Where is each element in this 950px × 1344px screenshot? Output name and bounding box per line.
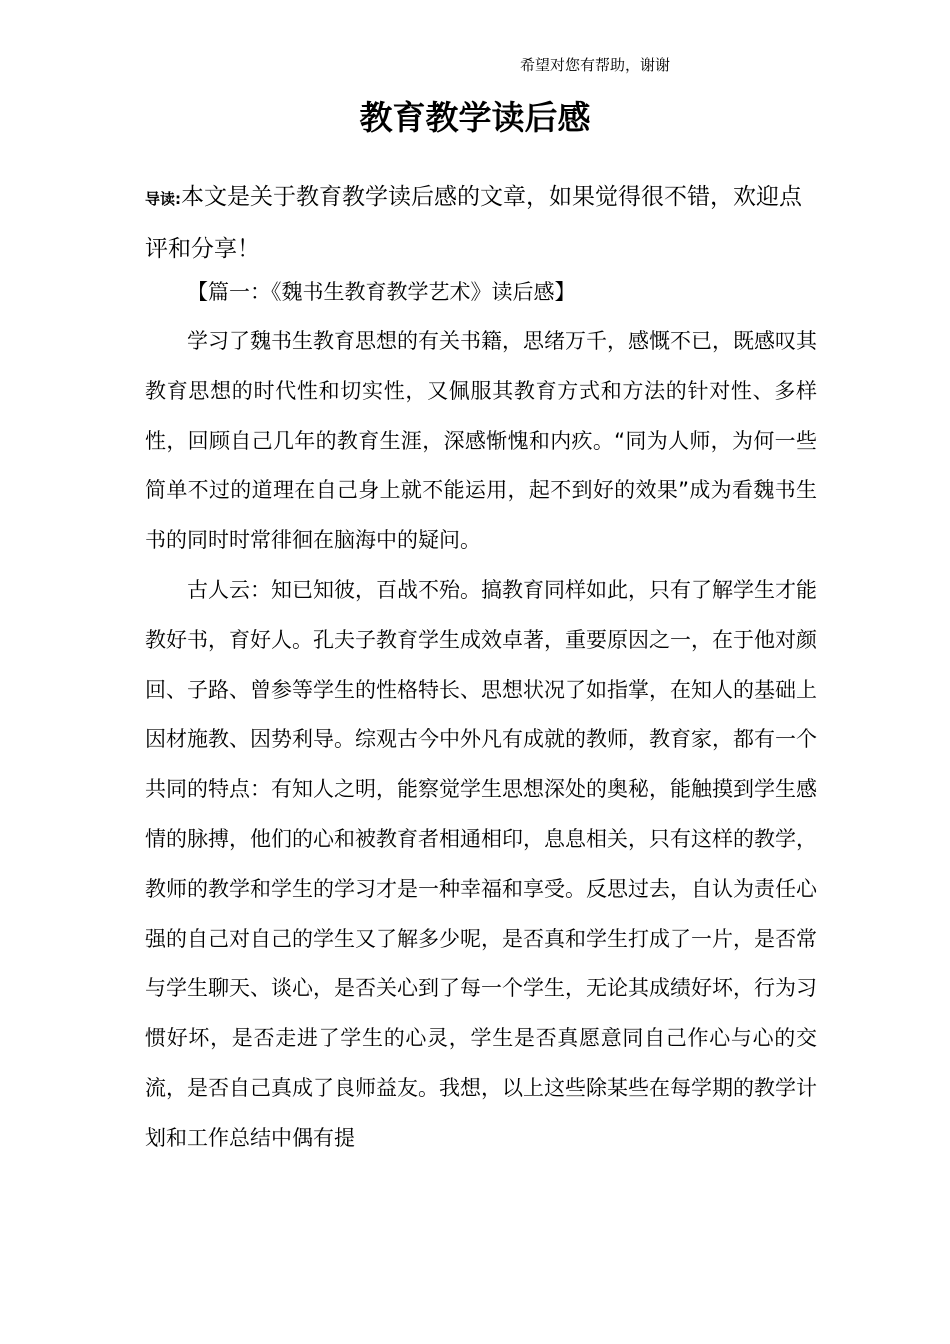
intro-text: 本文是关于教育教学读后感的文章，如果觉得很不错，欢迎点评和分享！ bbox=[145, 184, 802, 262]
intro-label: 导读: bbox=[145, 190, 181, 208]
intro-paragraph bbox=[145, 172, 817, 274]
section-heading: 【篇一：《魏书生教育教学艺术》读后感】 bbox=[187, 280, 576, 304]
header-note: 希望对您有帮助，谢谢 bbox=[520, 56, 671, 74]
document-title: 教育教学读后感 bbox=[359, 98, 591, 137]
body-paragraph: 学习了魏书生教育思想的有关书籍，思绪万千，感慨不已，既感叹其教育思想的时代性和切实性，又佩服其教育方式和方法的针对性、多样性，回顾自己几年的教育生涯，深感惭愧和内疚。“同为人师，为何一些简单不过的道理在自己身上就不能运用，起不到好的效果”成为看魏书生书的同时时常徘徊在脑海中的疑问。 bbox=[145, 329, 817, 553]
body-paragraph: 古人云：知已知彼，百战不殆。搞教育同样如此，只有了解学生才能教好书，育好人。孔夫子教育学生成效卓著，重要原因之一，在于他对颜回、子路、曾参等学生的性格特长、思想状况了如指掌，在知人的基础上因材施教、因势利导。综观古今中外凡有成就的教师，教育家，都有一个共同的特点：有知人之明，能察觉学生思想深处的奥秘，能触摸到学生感情的脉搏，他们的心和被教育者相通相印，息息相关，只有这样的教学，教师的教学和学生的学习才是一种幸福和享受。反思过去，自认为责任心强的自己对自己的学生又了解多少呢，是否真和学生打成了一片，是否常与学生聊天、谈心，是否关心到了每一个学生，无论其成绩好坏，行为习惯好坏，是否走进了学生的心灵，学生是否真愿意同自己作心与心的交流，是否自己真成了良师益友。我想，以上这些除某些在每学期的教学计划和工作总结中偶有提 bbox=[145, 578, 817, 1150]
